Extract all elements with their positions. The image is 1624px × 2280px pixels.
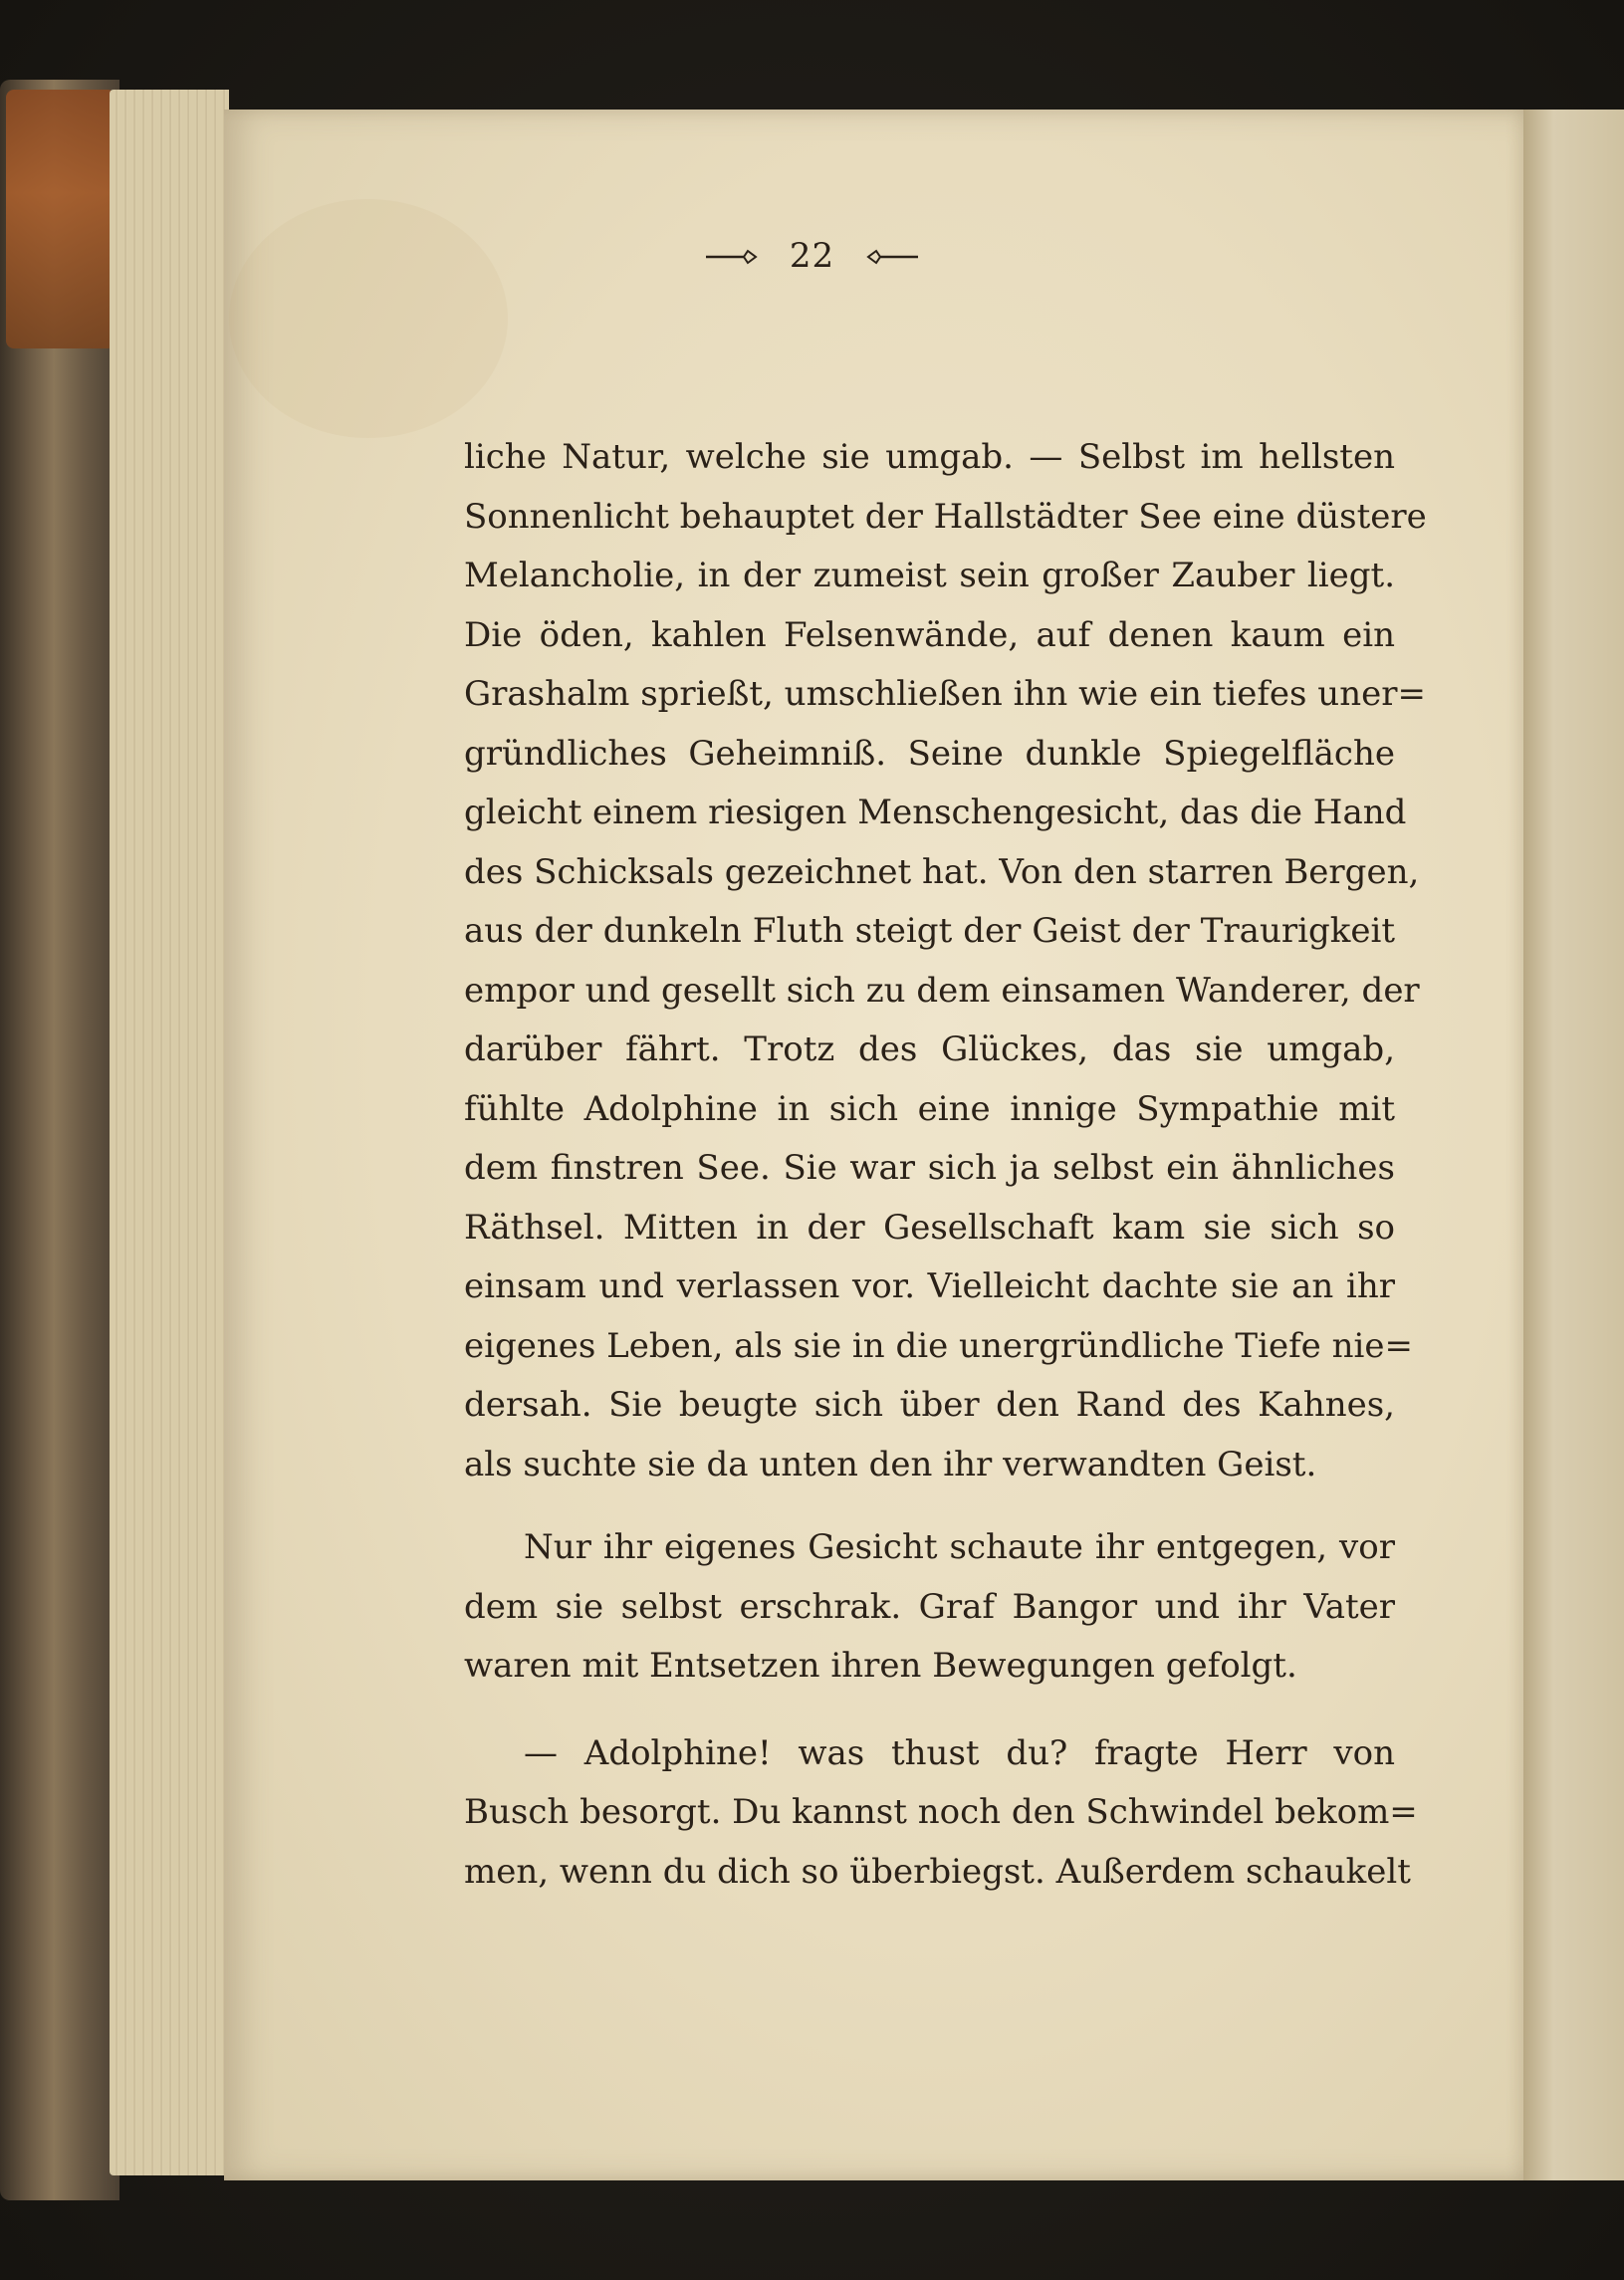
text-line: eigenes Leben, als sie in die unergründliche Tiefe nie= [464,1325,1413,1366]
page-number: 22 [789,236,835,276]
text-line: gleicht einem riesigen Menschengesicht, das die Hand [464,793,1407,832]
text-line: fühlte Adolphine in sich eine innige Sympathie mit [464,1088,1395,1129]
text-line: empor und gesellt sich zu dem einsamen Wanderer, der [464,970,1420,1011]
text-line: Nur ihr eigenes Gesicht schaute ihr entgegen, vor [524,1527,1395,1567]
paragraph-3 [464,1724,1418,1903]
text-line: gründliches Geheimniß. Seine dunkle Spiegelfläche [464,733,1395,774]
text-line: Die öden, kahlen Felsenwände, auf denen kaum ein [464,614,1395,655]
text-line: Sonnenlicht behauptet der Hallstädter See eine düstere [464,496,1427,537]
text-line: einsam und verlassen vor. Vielleicht dachte sie an ihr [464,1266,1395,1306]
text-line: Busch besorgt. Du kannst noch den Schwindel bekom= [464,1792,1418,1832]
facing-page-edge [1523,110,1624,2180]
text-line: dem sie selbst erschrak. Graf Bangor und ihr Vater [464,1586,1395,1627]
text-line: — Adolphine! was thust du? fragte Herr von [524,1732,1395,1773]
paragraph-spacer [464,1494,1395,1518]
text-line: Räthsel. Mitten in der Gesellschaft kam sie sich so [464,1207,1395,1248]
paragraph-2 [464,1518,1395,1697]
text-line: des Schicksals gezeichnet hat. Von den starren Bergen, [464,851,1420,892]
text-line: dersah. Sie beugte sich über den Rand des Kahnes, [464,1385,1395,1425]
book-binding [0,80,119,2200]
text-line: Grashalm sprießt, umschließen ihn wie ein tiefes uner= [464,674,1426,714]
text-line: als suchte sie da unten den ihr verwandten Geist. [464,1444,1317,1484]
left-ornament-icon [704,236,760,276]
text-line: aus der dunkeln Fluth steigt der Geist der Traurigkeit [464,911,1395,951]
text-line: dem finstren See. Sie war sich ja selbst ein ähnliches [464,1148,1395,1188]
page-header [0,234,1624,276]
text-line: Melancholie, in der zumeist sein großer Zauber liegt. [464,556,1395,595]
paragraph-spacer [464,1697,1395,1724]
text-line: liche Natur, welche sie umgab. — Selbst im hellsten [464,437,1395,477]
text-line: men, wenn du dich so überbiegst. Außerdem schaukelt [464,1851,1411,1892]
body-text [464,428,1427,1902]
page-stack-edges [110,90,229,2175]
paragraph-1 [464,428,1427,1494]
text-line: waren mit Entsetzen ihren Bewegungen gefolgt. [464,1646,1297,1686]
right-ornament-icon [864,236,920,276]
worn-cover-edge [6,90,116,348]
text-line: darüber fährt. Trotz des Glückes, das sie umgab, [464,1029,1395,1069]
